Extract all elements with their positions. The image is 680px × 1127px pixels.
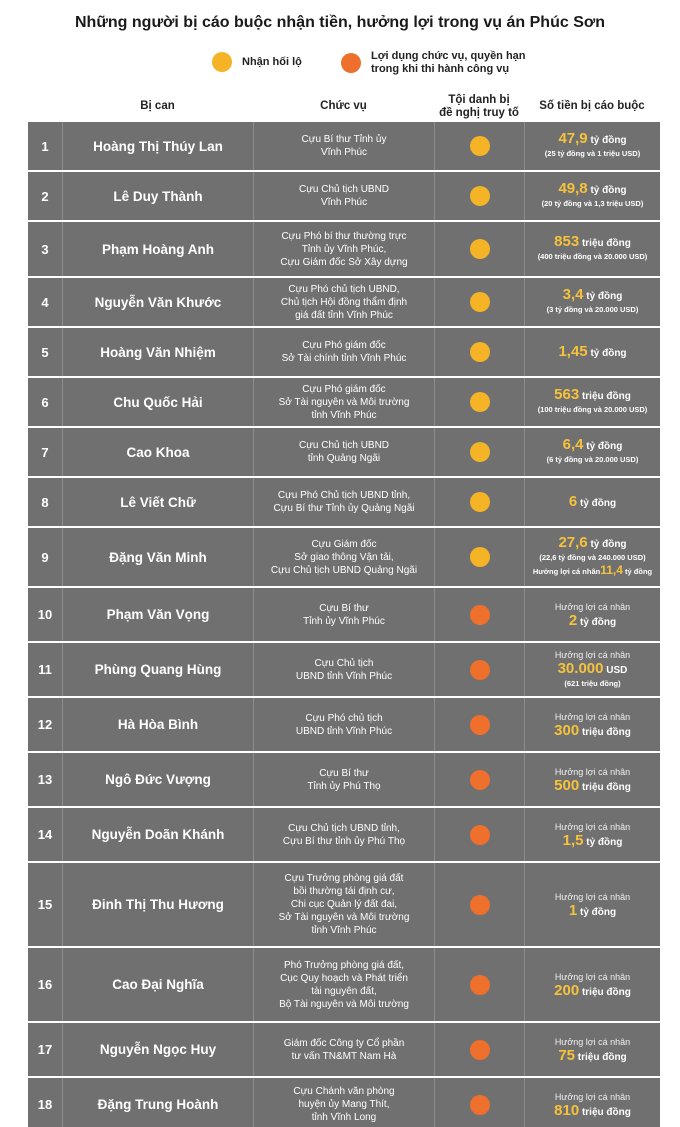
row-number: 13 [37, 772, 53, 787]
position-line: tỉnh Vĩnh Phúc [311, 409, 377, 421]
position-text [253, 1023, 434, 1076]
position-line: UBND tỉnh Vĩnh Phúc [295, 670, 393, 682]
table-row [28, 278, 660, 328]
position-line: Tỉnh ủy Vĩnh Phúc [303, 615, 385, 627]
amount-breakdown: (22,6 tỷ đồng và 240.000 USD) [539, 553, 646, 562]
table-row [28, 428, 660, 478]
amount-main [563, 438, 623, 453]
table-row [28, 528, 660, 588]
row-number: 4 [41, 294, 49, 310]
amount-value: 75 [558, 1046, 575, 1064]
position-line: Sở Tài nguyên và Môi trường [278, 912, 410, 923]
amount-cell [524, 222, 660, 276]
abuse-dot-icon [470, 605, 490, 625]
position-line: Cựu Bí thư Tỉnh ủy Quảng Ngãi [273, 503, 415, 514]
amount-main [568, 901, 617, 919]
position-line: Cựu Bí thư tỉnh ủy Phú Thọ [282, 835, 406, 847]
row-number: 5 [41, 344, 49, 360]
amount-main [558, 342, 627, 360]
position-text [253, 863, 434, 946]
position-text [253, 378, 434, 426]
row-number: 7 [41, 444, 49, 460]
charge-cell [434, 428, 524, 476]
charge-cell [434, 528, 524, 586]
abuse-dot-icon [470, 1095, 490, 1115]
amount-unit: triệu đồng [581, 1106, 631, 1118]
amount-value: 500 [554, 776, 580, 794]
amount-value: 300 [554, 721, 580, 739]
amount-main [568, 492, 617, 510]
extra-benefit-label: Hưởng lợi cá nhân [532, 567, 601, 576]
charge-cell [434, 698, 524, 751]
charge-cell [434, 478, 524, 526]
position-line: Sở giao thông Vận tải, [294, 551, 394, 563]
legend-abuse-label: Lợi dụng chức vụ, quyền hạn trong khi thi hành công vụ [371, 50, 526, 75]
amount-unit: tỷ đồng [580, 906, 617, 918]
amount-cell [524, 1023, 660, 1076]
position-line: Bộ Tài nguyên và Môi trường [279, 998, 409, 1010]
amount-main [554, 388, 631, 403]
position-lines [293, 1085, 394, 1124]
position-lines [279, 959, 409, 1011]
position-lines [299, 183, 389, 209]
header-charge: Tội danh bị đề nghị truy tố [439, 94, 519, 119]
amount-unit: tỷ đồng [590, 347, 627, 359]
position-lines [271, 538, 417, 577]
defendant-name: Phạm Hoàng Anh [62, 222, 253, 276]
position-text [253, 122, 434, 170]
amount-cell [524, 698, 660, 751]
position-text [253, 698, 434, 751]
benefit-label: Hưởng lợi cá nhân [554, 766, 631, 777]
amount-cell [524, 278, 660, 326]
position-line: Cựu Chủ tịch UBND [298, 440, 390, 451]
abuse-dot-icon [470, 770, 490, 790]
amount-breakdown: (25 tỷ đồng và 1 triệu USD) [544, 149, 641, 158]
position-line: Cựu Giám đốc [311, 538, 377, 550]
table-header [28, 92, 660, 122]
position-text [253, 948, 434, 1021]
table-row [28, 222, 660, 278]
charge-cell [434, 122, 524, 170]
amount-value: 2 [568, 611, 578, 629]
position-text [253, 428, 434, 476]
position-line: Cựu Phó chủ tịch [305, 712, 383, 724]
position-text [253, 222, 434, 276]
position-line: Tỉnh ủy Vĩnh Phúc, [301, 243, 387, 255]
position-line: Vĩnh Phúc [320, 147, 368, 158]
charge-cell [434, 278, 524, 326]
defendant-name: Hà Hòa Bình [62, 698, 253, 751]
amount-breakdown: (621 triệu đồng) [564, 679, 621, 688]
position-line: tư vấn TN&MT Nam Hà [291, 1050, 397, 1062]
extra-benefit [533, 564, 652, 578]
table-row [28, 478, 660, 528]
defendant-name: Đinh Thị Thu Hương [62, 863, 253, 946]
amount-value: 47,9 [558, 130, 588, 147]
row-number: 10 [37, 607, 53, 622]
position-line: Tỉnh ủy Phú Thọ [307, 780, 381, 792]
bribe-dot-icon [470, 492, 490, 512]
table-row [28, 863, 660, 948]
amount-unit: triệu đồng [581, 781, 631, 793]
charge-cell [434, 808, 524, 861]
amount-cell [524, 122, 660, 170]
position-line: Cựu Chủ tịch UBND [298, 184, 390, 195]
table-row [28, 948, 660, 1023]
position-lines [281, 283, 407, 322]
table-row [28, 588, 660, 643]
table-row [28, 122, 660, 172]
amount-cell [524, 172, 660, 220]
header-position: Chức vụ [320, 100, 367, 112]
defendant-name: Phùng Quang Hùng [62, 643, 253, 696]
defendant-name: Nguyễn Ngọc Huy [62, 1023, 253, 1076]
amount-main [562, 831, 623, 849]
amount-main [554, 721, 631, 739]
position-line: Sở Tài nguyên và Môi trường [278, 396, 410, 408]
header-defendant: Bị can [140, 100, 175, 112]
bribe-dot-icon [470, 392, 490, 412]
position-lines [307, 767, 380, 793]
position-text [253, 278, 434, 326]
defendant-name: Ngô Đức Vượng [62, 753, 253, 806]
position-line: Cựu Phó Chủ tịch UBND tỉnh, [277, 490, 411, 501]
amount-unit: USD [606, 665, 628, 676]
amount-cell [524, 643, 660, 696]
bribe-dot-icon [470, 136, 490, 156]
position-lines [283, 822, 405, 848]
position-line: UBND tỉnh Vĩnh Phúc [295, 725, 393, 737]
defendant-name: Nguyễn Doãn Khánh [62, 808, 253, 861]
amount-breakdown: (3 tỷ đồng và 20.000 USD) [546, 305, 639, 314]
defendant-name: Cao Đại Nghĩa [62, 948, 253, 1021]
abuse-dot-icon [470, 715, 490, 735]
benefit-label: Hưởng lợi cá nhân [554, 650, 631, 660]
bribe-dot-icon [470, 547, 490, 567]
amount-cell [524, 528, 660, 586]
amount-unit: tỷ đồng [586, 441, 623, 452]
position-line: giá đất tỉnh Vĩnh Phúc [295, 309, 393, 321]
row-number: 17 [37, 1042, 53, 1057]
abuse-dot-icon [470, 660, 490, 680]
charge-cell [434, 588, 524, 641]
position-line: Cựu Chủ tịch [314, 657, 374, 669]
position-text [253, 753, 434, 806]
amount-value: 49,8 [558, 180, 588, 197]
row-number: 8 [41, 494, 49, 510]
position-line: Sở Tài chính tỉnh Vĩnh Phúc [281, 353, 407, 364]
charge-cell [434, 643, 524, 696]
amount-value: 3,4 [562, 286, 584, 303]
charge-cell [434, 328, 524, 376]
row-number: 6 [41, 394, 49, 410]
table-row [28, 698, 660, 753]
amount-breakdown: (6 tỷ đồng và 20.000 USD) [546, 455, 639, 464]
table-row [28, 643, 660, 698]
bribe-dot-icon [470, 292, 490, 312]
infographic-title: Những người bị cáo buộc nhận tiền, hưởng lợi trong vụ án Phúc Sơn [74, 14, 606, 31]
amount-cell [524, 428, 660, 476]
amount-breakdown: (400 triệu đồng và 20.000 USD) [537, 252, 648, 261]
position-text [253, 172, 434, 220]
row-number: 15 [37, 897, 53, 912]
position-lines [296, 657, 392, 683]
charge-cell [434, 1078, 524, 1127]
amount-cell [524, 863, 660, 946]
position-line: Chủ tịch Hội đồng thẩm định [280, 296, 408, 308]
position-line: Cựu Phó bí thư thường trực [281, 230, 407, 242]
amount-main [558, 662, 628, 677]
position-lines [296, 712, 392, 738]
benefit-label: Hưởng lợi cá nhân [554, 1036, 631, 1047]
row-number: 18 [37, 1097, 53, 1112]
amount-value: 853 [554, 233, 580, 250]
header-amount: Số tiền bị cáo buộc [539, 100, 645, 112]
benefit-label: Hưởng lợi cá nhân [554, 711, 631, 722]
position-line: Cựu Chánh văn phòng [293, 1086, 395, 1097]
benefit-label: Hưởng lợi cá nhân [554, 971, 631, 982]
row-number: 11 [38, 662, 52, 677]
abuse-dot-icon [470, 1040, 490, 1060]
position-line: Giám đốc Công ty Cổ phần [283, 1037, 405, 1049]
amount-unit: tỷ đồng [590, 185, 627, 196]
charge-cell [434, 1023, 524, 1076]
position-line: tỉnh Quảng Ngãi [307, 453, 381, 464]
position-line: Vĩnh Phúc [320, 197, 368, 208]
abuse-dot-icon [470, 825, 490, 845]
amount-main [558, 1046, 627, 1064]
amount-breakdown: (100 triệu đồng và 20.000 USD) [537, 405, 648, 414]
defendant-name: Lê Viết Chữ [62, 478, 253, 526]
benefit-label: Hưởng lợi cá nhân [554, 601, 631, 612]
amount-unit: triệu đồng [577, 1051, 627, 1063]
position-text [253, 328, 434, 376]
row-number: 9 [41, 549, 49, 565]
legend-abuse [341, 50, 526, 76]
defendant-name: Lê Duy Thành [62, 172, 253, 220]
position-line: bồi thường tái định cư, [293, 886, 395, 897]
amount-main [563, 288, 623, 303]
amount-cell [524, 1078, 660, 1127]
amount-value: 810 [554, 1101, 580, 1119]
amount-main [568, 611, 617, 629]
position-line: Cựu Giám đốc Sở Xây dựng [280, 256, 408, 268]
row-number: 12 [37, 717, 53, 732]
benefit-label: Hưởng lợi cá nhân [554, 1091, 631, 1102]
amount-unit: triệu đồng [581, 238, 631, 249]
position-lines [280, 230, 407, 269]
amount-unit: triệu đồng [581, 726, 631, 738]
charge-cell [434, 753, 524, 806]
amount-cell [524, 808, 660, 861]
charge-cell [434, 378, 524, 426]
amount-main [554, 235, 631, 250]
charge-cell [434, 863, 524, 946]
table-row [28, 172, 660, 222]
bribe-dot-icon [470, 342, 490, 362]
position-line: tài nguyên đất, [311, 985, 377, 997]
defendant-name: Hoàng Văn Nhiệm [62, 328, 253, 376]
position-line: Cựu Bí thư Tỉnh ủy [301, 134, 387, 145]
defendants-table [28, 122, 660, 1127]
amount-value: 1 [568, 901, 578, 919]
amount-main [558, 536, 626, 551]
amount-value: 30.000 [557, 660, 604, 677]
position-lines [282, 339, 407, 365]
amount-value: 6 [568, 492, 578, 510]
amount-breakdown: (20 tỷ đồng và 1,3 triệu USD) [541, 199, 644, 208]
position-line: Cựu Bí thư [319, 767, 369, 779]
amount-value: 200 [554, 981, 580, 999]
position-text [253, 808, 434, 861]
defendant-name: Nguyễn Văn Khước [62, 278, 253, 326]
position-line: Cựu Phó giám đốc [302, 383, 386, 395]
abuse-dot-icon [470, 895, 490, 915]
position-lines [299, 439, 389, 465]
amount-main [554, 776, 631, 794]
legend-bribe-label: Nhận hối lộ [242, 55, 302, 68]
position-text [253, 528, 434, 586]
amount-unit: tỷ đồng [586, 836, 623, 848]
amount-value: 6,4 [562, 436, 584, 453]
position-text [253, 478, 434, 526]
extra-benefit-value: 11,4 [600, 563, 623, 577]
position-line: Cựu Bí thư [319, 602, 369, 614]
position-lines [279, 872, 410, 937]
legend [0, 50, 680, 80]
amount-main [554, 981, 631, 999]
abuse-dot-icon [341, 53, 361, 73]
amount-main [558, 132, 626, 147]
position-line: Cựu Chủ tịch UBND tỉnh, [288, 822, 400, 834]
position-lines [279, 383, 410, 422]
amount-value: 27,6 [558, 534, 588, 551]
defendant-name: Hoàng Thị Thúy Lan [62, 122, 253, 170]
table-row [28, 1078, 660, 1127]
amount-unit: tỷ đồng [586, 291, 623, 302]
position-line: tỉnh Vĩnh Phúc [311, 925, 377, 936]
defendant-name: Cao Khoa [62, 428, 253, 476]
position-line: Cựu Trưởng phòng giá đất [284, 873, 404, 884]
position-line: Phó Trưởng phòng giá đất, [284, 959, 404, 971]
benefit-label: Hưởng lợi cá nhân [554, 821, 631, 832]
defendant-name: Đặng Văn Minh [62, 528, 253, 586]
defendant-name: Chu Quốc Hải [62, 378, 253, 426]
position-line: huyện ủy Mang Thít, [298, 1099, 390, 1110]
amount-cell [524, 378, 660, 426]
amount-unit: tỷ đồng [590, 539, 627, 550]
amount-value: 1,5 [562, 831, 584, 849]
abuse-dot-icon [470, 975, 490, 995]
amount-unit: tỷ đồng [580, 616, 617, 628]
amount-cell [524, 328, 660, 376]
table-row [28, 328, 660, 378]
amount-unit: triệu đồng [581, 391, 631, 402]
charge-cell [434, 948, 524, 1021]
table-row [28, 753, 660, 808]
amount-unit: triệu đồng [581, 986, 631, 998]
row-number: 14 [37, 827, 53, 842]
position-line: Cựu Phó chủ tịch UBND, [288, 283, 400, 295]
legend-bribe [212, 52, 302, 72]
amount-value: 1,45 [558, 342, 588, 360]
position-line: Cựu Chủ tịch UBND Quảng Ngãi [270, 564, 418, 576]
amount-unit: tỷ đồng [590, 135, 627, 146]
position-lines [302, 133, 387, 159]
amount-main [554, 1101, 631, 1119]
position-lines [284, 1037, 405, 1063]
position-lines [303, 602, 385, 628]
amount-value: 563 [554, 386, 580, 403]
charge-cell [434, 222, 524, 276]
position-lines [273, 489, 414, 515]
bribe-dot-icon [470, 442, 490, 462]
bribe-dot-icon [470, 239, 490, 259]
position-line: Chi cục Quản lý đất đai, [290, 899, 398, 910]
bribe-dot-icon [212, 52, 232, 72]
position-text [253, 1078, 434, 1127]
charge-cell [434, 172, 524, 220]
amount-main [558, 182, 626, 197]
amount-cell [524, 478, 660, 526]
table-row [28, 378, 660, 428]
amount-cell [524, 753, 660, 806]
amount-cell [524, 948, 660, 1021]
position-text [253, 588, 434, 641]
bribe-dot-icon [470, 186, 490, 206]
defendant-name: Đặng Trung Hoành [62, 1078, 253, 1127]
row-number: 3 [41, 241, 49, 257]
position-line: tỉnh Vĩnh Long [311, 1112, 377, 1123]
table-row [28, 1023, 660, 1078]
position-text [253, 643, 434, 696]
extra-benefit-unit: tỷ đồng [625, 567, 653, 576]
position-line: Cục Quy hoạch và Phát triển [280, 972, 408, 984]
row-number: 2 [41, 188, 49, 204]
amount-cell [524, 588, 660, 641]
row-number: 16 [37, 977, 53, 992]
table-row [28, 808, 660, 863]
benefit-label: Hưởng lợi cá nhân [554, 891, 631, 902]
amount-unit: tỷ đồng [580, 497, 617, 509]
row-number: 1 [41, 138, 49, 154]
position-line: Cựu Phó giám đốc [302, 340, 386, 351]
defendant-name: Phạm Văn Vọng [62, 588, 253, 641]
